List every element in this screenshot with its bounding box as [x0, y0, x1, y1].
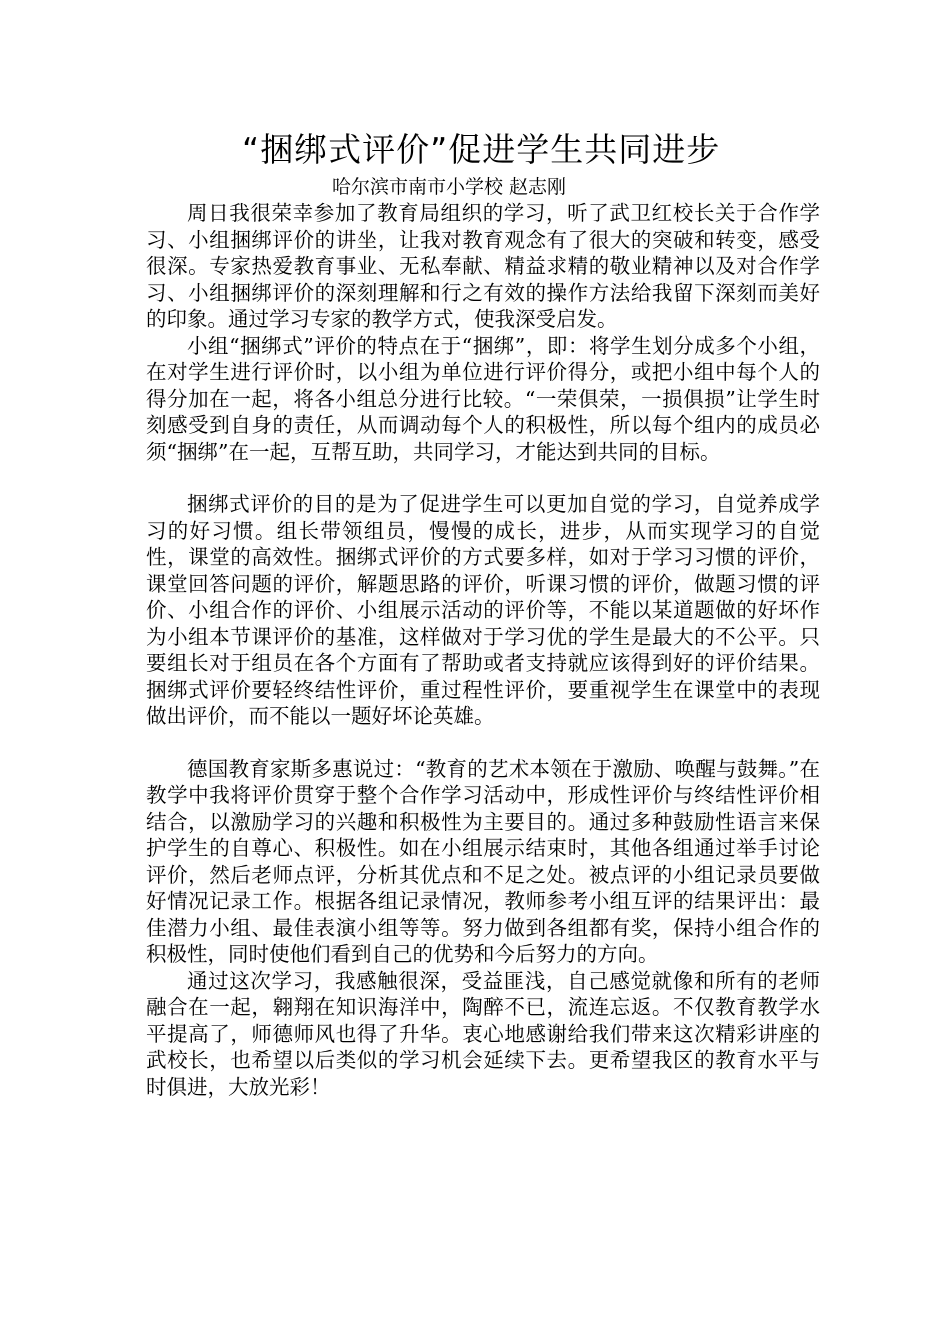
document-title: “捆绑式评价”促进学生共同进步: [242, 130, 721, 169]
author-byline: 哈尔滨市南市小学校 赵志刚: [332, 176, 567, 198]
paragraph-diesterweg-quote: 德国教育家斯多惠说过：“教育的艺术本领在于激励、唤醒与鼓舞。”在教学中我将评价贯穿于整个合作学习活动中，形成性评价与终结性评价相结合，以激励学习的兴趣和积极性为主要目的。通过多种鼓励性语言来保护学生的自尊心、积极性。如在小组展示结束时，其他各组通过举手讨论评价，然后老师点评，分析其优点和不足之处。被点评的小组记录员要做好情况记录工作。根据各组记录情况，教师参考小组互评的结果评出：最佳潜力小组、最佳表演小组等等。努力做到各组都有奖，保持小组合作的积极性，同时使他们看到自己的优势和今后努力的方向。: [146, 756, 820, 966]
paragraph-conclusion: 通过这次学习，我感触很深，受益匪浅，自己感觉就像和所有的老师融合在一起，翱翔在知识海洋中，陶醉不已，流连忘返。不仅教育教学水平提高了，师德师风也得了升华。衷心地感谢给我们带来这次精彩讲座的武校长，也希望以后类似的学习机会延续下去。更希望我区的教育水平与时俱进，大放光彩！: [146, 968, 820, 1099]
paragraph-spacer: [146, 465, 820, 491]
paragraph-intro: 周日我很荣幸参加了教育局组织的学习，听了武卫红校长关于合作学习、小组捆绑评价的讲坐，让我对教育观念有了很大的突破和转变，感受很深。专家热爱教育事业、无私奉献、精益求精的敬业精神以及对合作学习、小组捆绑评价的深刻理解和行之有效的操作方法给我留下深刻而美好的印象。通过学习专家的教学方式，使我深受启发。: [146, 201, 820, 331]
paragraph-spacer: [146, 730, 820, 756]
paragraph-purpose: 捆绑式评价的目的是为了促进学生可以更加自觉的学习，自觉养成学习的好习惯。组长带领组员，慢慢的成长，进步，从而实现学习的自觉性，课堂的高效性。捆绑式评价的方式要多样，如对于学习习惯的评价，课堂回答问题的评价，解题思路的评价，听课习惯的评价，做题习惯的评价、小组合作的评价、小组展示活动的评价等，不能以某道题做的好坏作为小组本节课评价的基准，这样做对于学习优的学生是最大的不公平。只要组长对于组员在各个方面有了帮助或者支持就应该得到好的评价结果。捆绑式评价要轻终结性评价，重过程性评价，要重视学生在课堂中的表现做出评价，而不能以一题好坏论英雄。: [146, 492, 820, 728]
paragraph-binding-features: 小组“捆绑式”评价的特点在于“捆绑”，即：将学生划分成多个小组，在对学生进行评价时，以小组为单位进行评价得分，或把小组中每个人的得分加在一起，将各小组总分进行比较。“一荣俱荣，一损俱损”让学生时刻感受到自身的责任，从而调动每个人的积极性，所以每个组内的成员必须“捆绑”在一起，互帮互助，共同学习，才能达到共同的目标。: [146, 333, 820, 464]
document-page: [146, 128, 820, 1100]
